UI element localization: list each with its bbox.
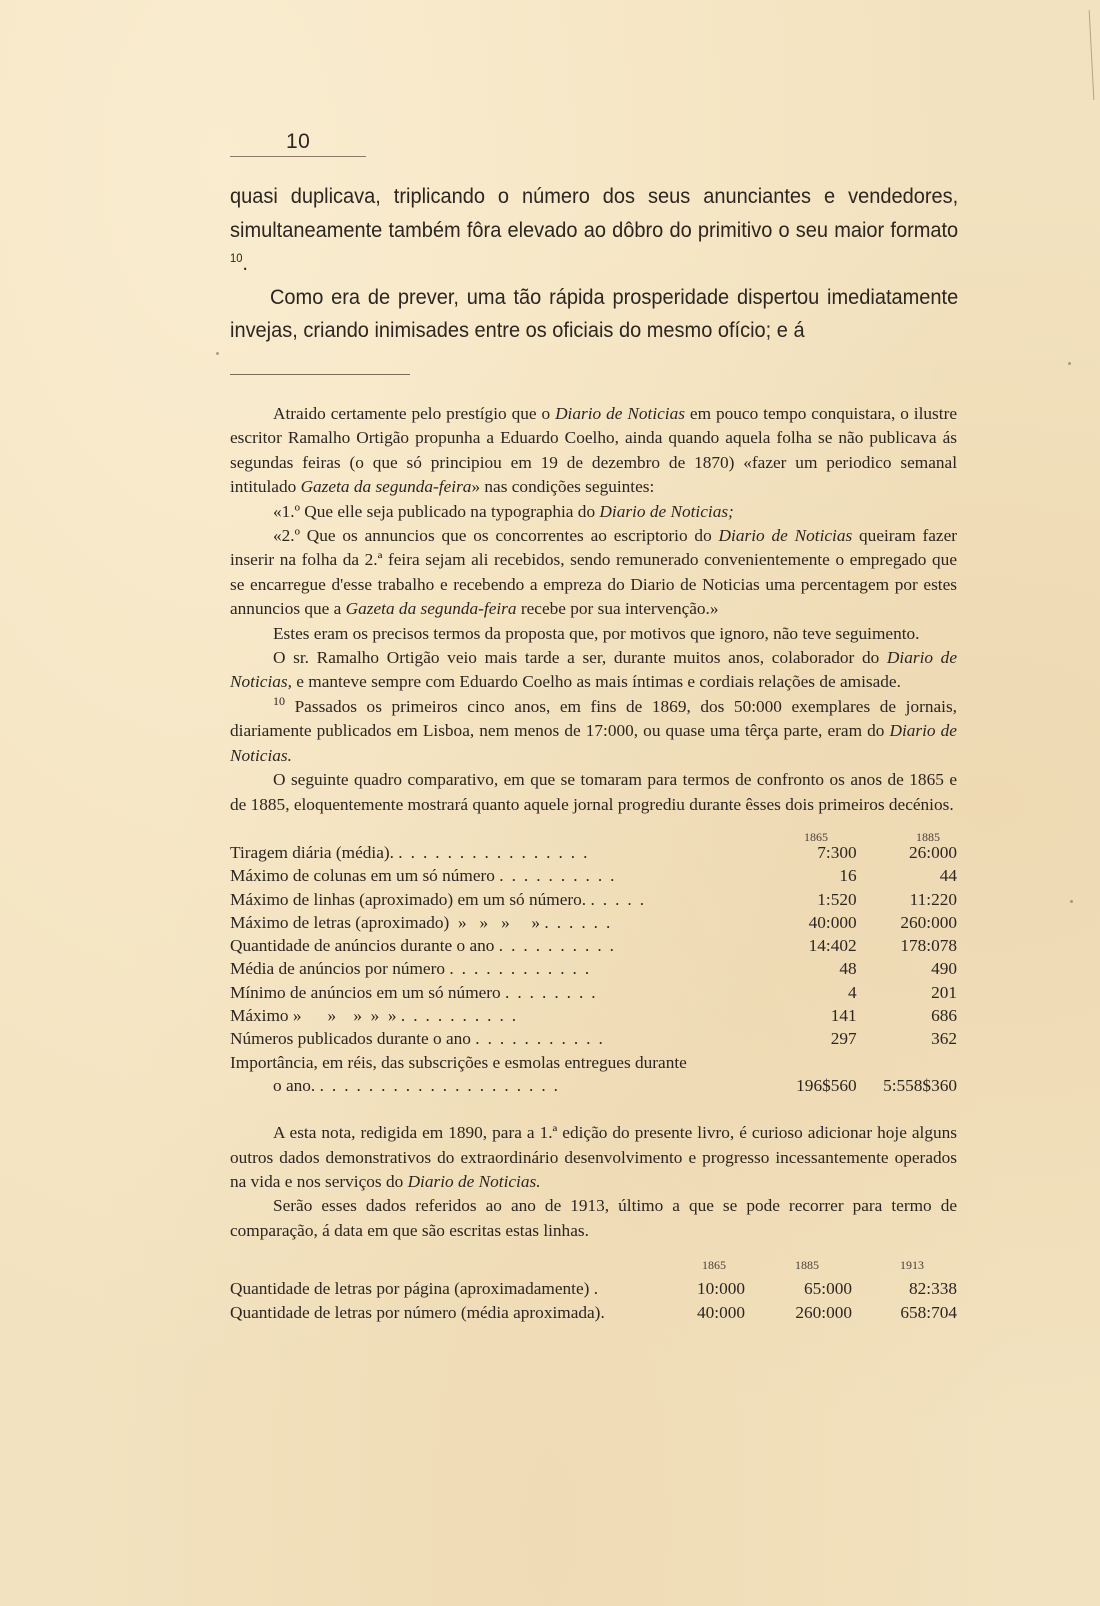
note-paragraph: «2.º Que os annuncios que os concorrentes ao escriptorio do Diario de Noticias queiram fazer inserir na folha da 2.ª feira sejam ali recebidos, sendo remunerado convenientemente o empregado que se encarregue d'esse trabalho e recebendo a empreza do Diario de Noticias uma percentagem por estes annuncios que a Gazeta da segunda-feira recebe por sua intervenção.» xyxy=(230,526,958,619)
footnotes xyxy=(230,402,957,1324)
table-row: Média de anúncios por número ............ 48 490 xyxy=(230,959,957,979)
ink-speck xyxy=(1070,900,1073,903)
page-number: 10 xyxy=(286,130,311,153)
table-row: Quantidade de anúncios durante o ano .......... 14:402 178:078 xyxy=(230,936,957,956)
note-paragraph: $^{10}$ Passados os primeiros cinco anos, em fins de 1869, dos 50:000 exemplares de jornais, diariamente publicados em Lisboa, nem menos de 17:000, ou quase uma têrça parte, eram do Diario de Noticias. xyxy=(230,694,957,765)
comparison-table-1865-1885-1913 xyxy=(230,1243,957,1324)
table-row: o ano. .................... 196$560 5:558$360 xyxy=(273,1075,957,1095)
page-edge xyxy=(1089,10,1095,100)
note-paragraph: Serão esses dados referidos ao ano de 1913, último a que se pode recorrer para termo de comparação, á data em que são escritas estas linhas. xyxy=(230,1196,957,1240)
table-row: Máximo » » » » » .......... 141 686 xyxy=(230,1005,957,1025)
paragraph: quasi duplicava, triplicando o número dos seus anunciantes e vendedores, simultaneamente também fôra elevado ao dôbro do primitivo o seu maior formato $^{10}$. xyxy=(230,184,959,275)
table-row: Tiragem diária (média). ................ 7:300 26:000 xyxy=(230,842,957,862)
stats-table xyxy=(230,1277,957,1324)
footnote-marker: 10 xyxy=(273,694,285,709)
note-paragraph: A esta nota, redigida em 1890, para a 1.ª edição do presente livro, é curioso adicionar hoje alguns outros dados demonstrativos do extraordinário desenvolvimento e progresso incessantemente operados na vida e nos serviços do Diario de Noticias. xyxy=(230,1123,957,1191)
table-row: Importância, em réis, das subscrições e esmolas entregues durante xyxy=(230,1052,687,1072)
note-paragraph: O seguinte quadro comparativo, em que se tomaram para termos de confronto os anos de 1865 e de 1885, eloquentemente mostrará quanto aquele jornal progrediu durante êsses dois primeiros decénios. xyxy=(230,770,957,814)
ink-speck xyxy=(1068,362,1071,365)
note-paragraph: Estes eram os precisos termos da proposta que, por motivos que ignoro, não teve seguimento. xyxy=(273,623,920,643)
column-header: 1865 xyxy=(804,829,828,844)
column-header: 1885 xyxy=(916,829,940,844)
table-row: Máximo de linhas (aproximado) em um só número. ..... 1:520 11:220 xyxy=(230,889,957,909)
table-row: Máximo de colunas em um só número .......... 16 44 xyxy=(230,866,957,886)
comparison-table-1865-1885 xyxy=(230,817,957,1097)
stats-table xyxy=(230,841,957,1097)
table-row: Quantidade de letras por página (aproximadamente) . 10:000 65:000 82:338 xyxy=(230,1279,957,1299)
table-row: Máximo de letras (aproximado) » » » » ...... 40:000 260:000 xyxy=(230,912,957,932)
table-row: Números publicados durante o ano ........... 297 362 xyxy=(230,1029,957,1049)
main-text xyxy=(230,180,958,348)
table-row: Quantidade de letras por número (média aproximada). 40:000 260:000 658:704 xyxy=(230,1302,957,1322)
note-paragraph: O sr. Ramalho Ortigão veio mais tarde a ser, durante muitos anos, colaborador do Diario de Noticias, e manteve sempre com Eduardo Coelho as mais íntimas e cordiais relações de amisade. xyxy=(230,648,957,692)
column-header: 1885 xyxy=(795,1258,819,1273)
footnote-ref[interactable]: 10 xyxy=(230,250,243,265)
column-header: 1913 xyxy=(900,1258,924,1273)
note-paragraph: Atraido certamente pelo prestígio que o Diario de Noticias em pouco tempo conquistara, o ilustre escritor Ramalho Ortigão propunha a Eduardo Coelho, ainda quando aquela folha se não publicava ás segundas feiras (o que só principiou em 19 de dezembro de 1870) «fazer um periodico semanal intitulado Gazeta da segunda-feira» nas condições seguintes: xyxy=(230,404,958,497)
footnote-rule xyxy=(230,374,410,375)
note-paragraph: «1.º Que elle seja publicado na typographia do Diario de Noticias; xyxy=(273,501,734,521)
table-row: Mínimo de anúncios em um só número ........ 4 201 xyxy=(230,982,957,1002)
ink-speck xyxy=(216,352,219,355)
table-header xyxy=(230,817,957,844)
column-header: 1865 xyxy=(702,1258,726,1273)
table-header xyxy=(230,1243,957,1277)
paragraph: Como era de prever, uma tão rápida prosperidade dispertou imediatamente invejas, criando inimisades entre os oficiais do mesmo ofício; e á xyxy=(230,284,959,342)
running-header xyxy=(230,128,366,157)
